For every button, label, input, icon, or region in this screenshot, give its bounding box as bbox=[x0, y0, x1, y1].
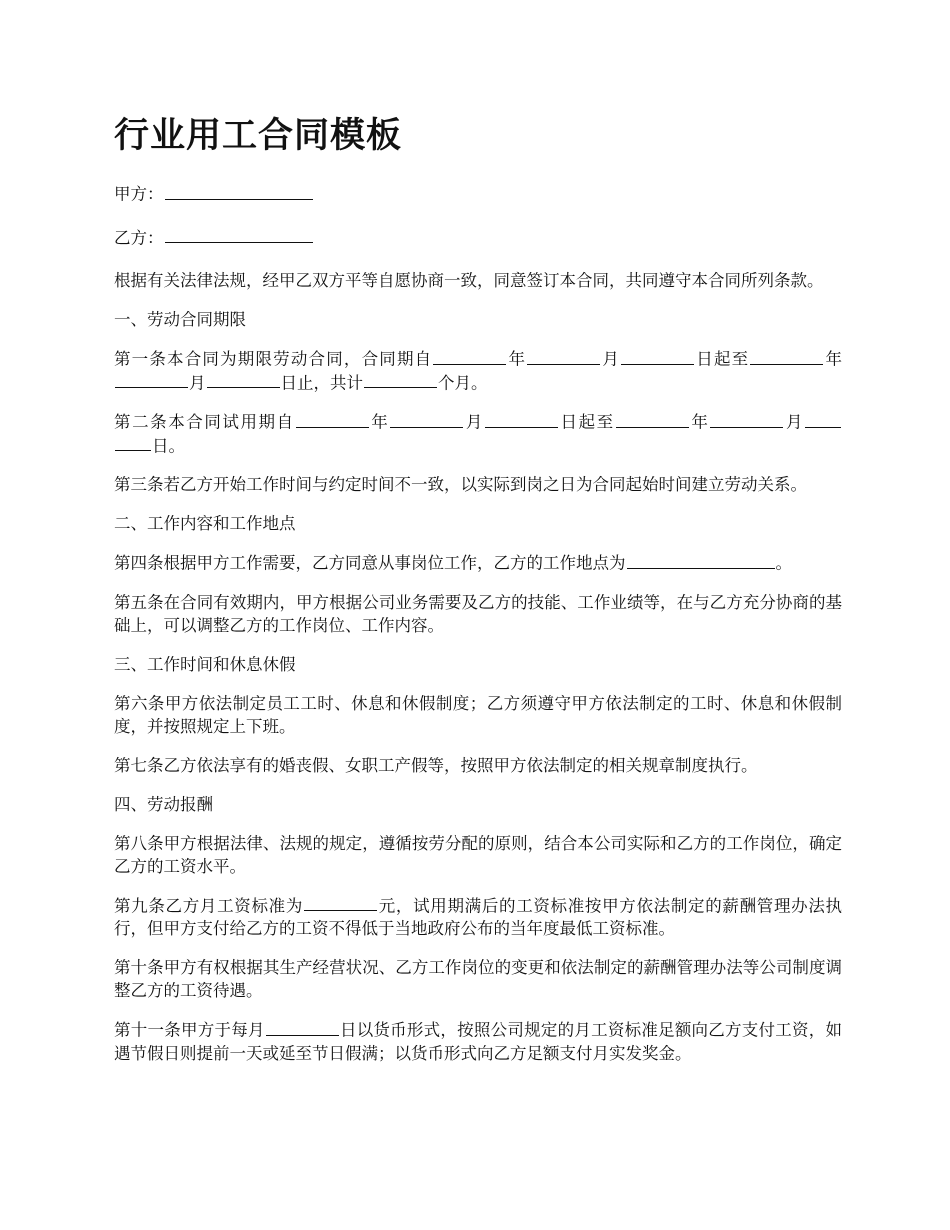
party-a-label: 甲方： bbox=[114, 184, 164, 204]
payday-blank bbox=[266, 1018, 339, 1036]
article-1-text: 月 bbox=[601, 349, 621, 369]
blank-field bbox=[527, 347, 600, 365]
party-a-line bbox=[114, 182, 842, 206]
article-6: 第六条甲方依法制定员工工时、休息和休假制度；乙方须遵守甲方依法制定的工时、休息和休假制度，并按照规定上下班。 bbox=[114, 693, 842, 736]
blank-field bbox=[710, 410, 783, 428]
blank-field bbox=[750, 347, 823, 365]
article-2-text: 日。 bbox=[152, 436, 185, 455]
blank-field bbox=[364, 371, 437, 389]
article-2-text: 月 bbox=[784, 412, 805, 432]
blank-field bbox=[805, 410, 841, 428]
section-heading-4: 四、劳动报酬 bbox=[114, 794, 213, 814]
article-8: 第八条甲方根据法律、法规的规定，遵循按劳分配的原则，结合本公司实际和乙方的工作岗位，确定乙方的工资水平。 bbox=[114, 833, 842, 876]
article-2-text: 第二条本合同试用期自 bbox=[114, 412, 295, 432]
party-a-blank bbox=[165, 182, 313, 200]
blank-field bbox=[433, 347, 506, 365]
section-heading-3: 三、工作时间和休息休假 bbox=[114, 654, 296, 674]
party-b-label: 乙方： bbox=[114, 228, 164, 247]
article-3: 第三条若乙方开始工作时间与约定时间不一致，以实际到岗之日为合同起始时间建立劳动关系。 bbox=[114, 475, 807, 494]
article-9-text: 元，试用期满后的工资标准按甲方依法制定的薪酬管理办法执行，但甲方支付给乙方的工资不得低于当地政府公布的当年度最低工资标准。 bbox=[114, 896, 843, 938]
blank-field bbox=[485, 410, 558, 428]
article-1-text: 月 bbox=[189, 373, 206, 392]
article-11-text: 第十一条甲方于每月 bbox=[114, 1020, 265, 1040]
blank-field bbox=[621, 347, 694, 365]
article-2-text: 年 bbox=[689, 412, 710, 432]
article-2 bbox=[114, 410, 842, 457]
party-b-line bbox=[114, 226, 842, 250]
article-2-text: 日起至 bbox=[558, 412, 615, 432]
article-2-text: 年 bbox=[369, 412, 390, 432]
blank-field bbox=[207, 371, 280, 389]
article-1-text: 日止，共计 bbox=[280, 373, 363, 392]
section-heading-2: 二、工作内容和工作地点 bbox=[114, 514, 296, 533]
blank-field bbox=[115, 434, 151, 452]
blank-field bbox=[616, 410, 689, 428]
article-1-text: 个月。 bbox=[438, 373, 488, 392]
document-title: 行业用工合同模板 bbox=[114, 116, 403, 156]
article-7: 第七条乙方依法享有的婚丧假、女职工产假等，按照甲方依法制定的相关规章制度执行。 bbox=[114, 755, 758, 775]
blank-field bbox=[296, 410, 369, 428]
article-4 bbox=[114, 551, 842, 575]
article-1-text: 第一条本合同为期限劳动合同，合同期自 bbox=[114, 349, 433, 369]
article-11-text: 日以货币形式，按照公司规定的月工资标准足额向乙方支付工资，如遇节假日则提前一天或延至节日假满；以货币形式向乙方足额支付月实发奖金。 bbox=[114, 1020, 843, 1063]
article-4-text: 。 bbox=[775, 553, 792, 573]
contract-page bbox=[114, 112, 842, 1081]
article-1-text: 日起至 bbox=[695, 349, 750, 369]
workplace-blank bbox=[627, 551, 775, 569]
article-9-text: 第九条乙方月工资标准为 bbox=[114, 896, 304, 915]
article-4-text: 第四条根据甲方工作需要，乙方同意从事岗位工作，乙方的工作地点为 bbox=[114, 553, 626, 573]
article-5: 第五条在合同有效期内，甲方根据公司业务需要及乙方的技能、工作业绩等，在与乙方充分协商的基础上，可以调整乙方的工作岗位、工作内容。 bbox=[114, 592, 842, 635]
article-10: 第十条甲方有权根据其生产经营状况、乙方工作岗位的变更和依法制定的薪酬管理办法等公司制度调整乙方的工资待遇。 bbox=[114, 958, 842, 1000]
article-2-text: 月 bbox=[464, 412, 484, 432]
salary-blank bbox=[304, 894, 377, 912]
article-9 bbox=[114, 894, 842, 941]
blank-field bbox=[390, 410, 463, 428]
article-1-text: 年 bbox=[507, 349, 527, 369]
article-1 bbox=[114, 347, 842, 394]
article-1-text: 年 bbox=[824, 349, 843, 369]
blank-field bbox=[115, 371, 188, 389]
intro-paragraph: 根据有关法律法规，经甲乙双方平等自愿协商一致，同意签订本合同，共同遵守本合同所列条款。 bbox=[114, 271, 824, 290]
article-11 bbox=[114, 1018, 842, 1065]
section-heading-1: 一、劳动合同期限 bbox=[114, 310, 246, 329]
party-b-blank bbox=[165, 226, 313, 244]
